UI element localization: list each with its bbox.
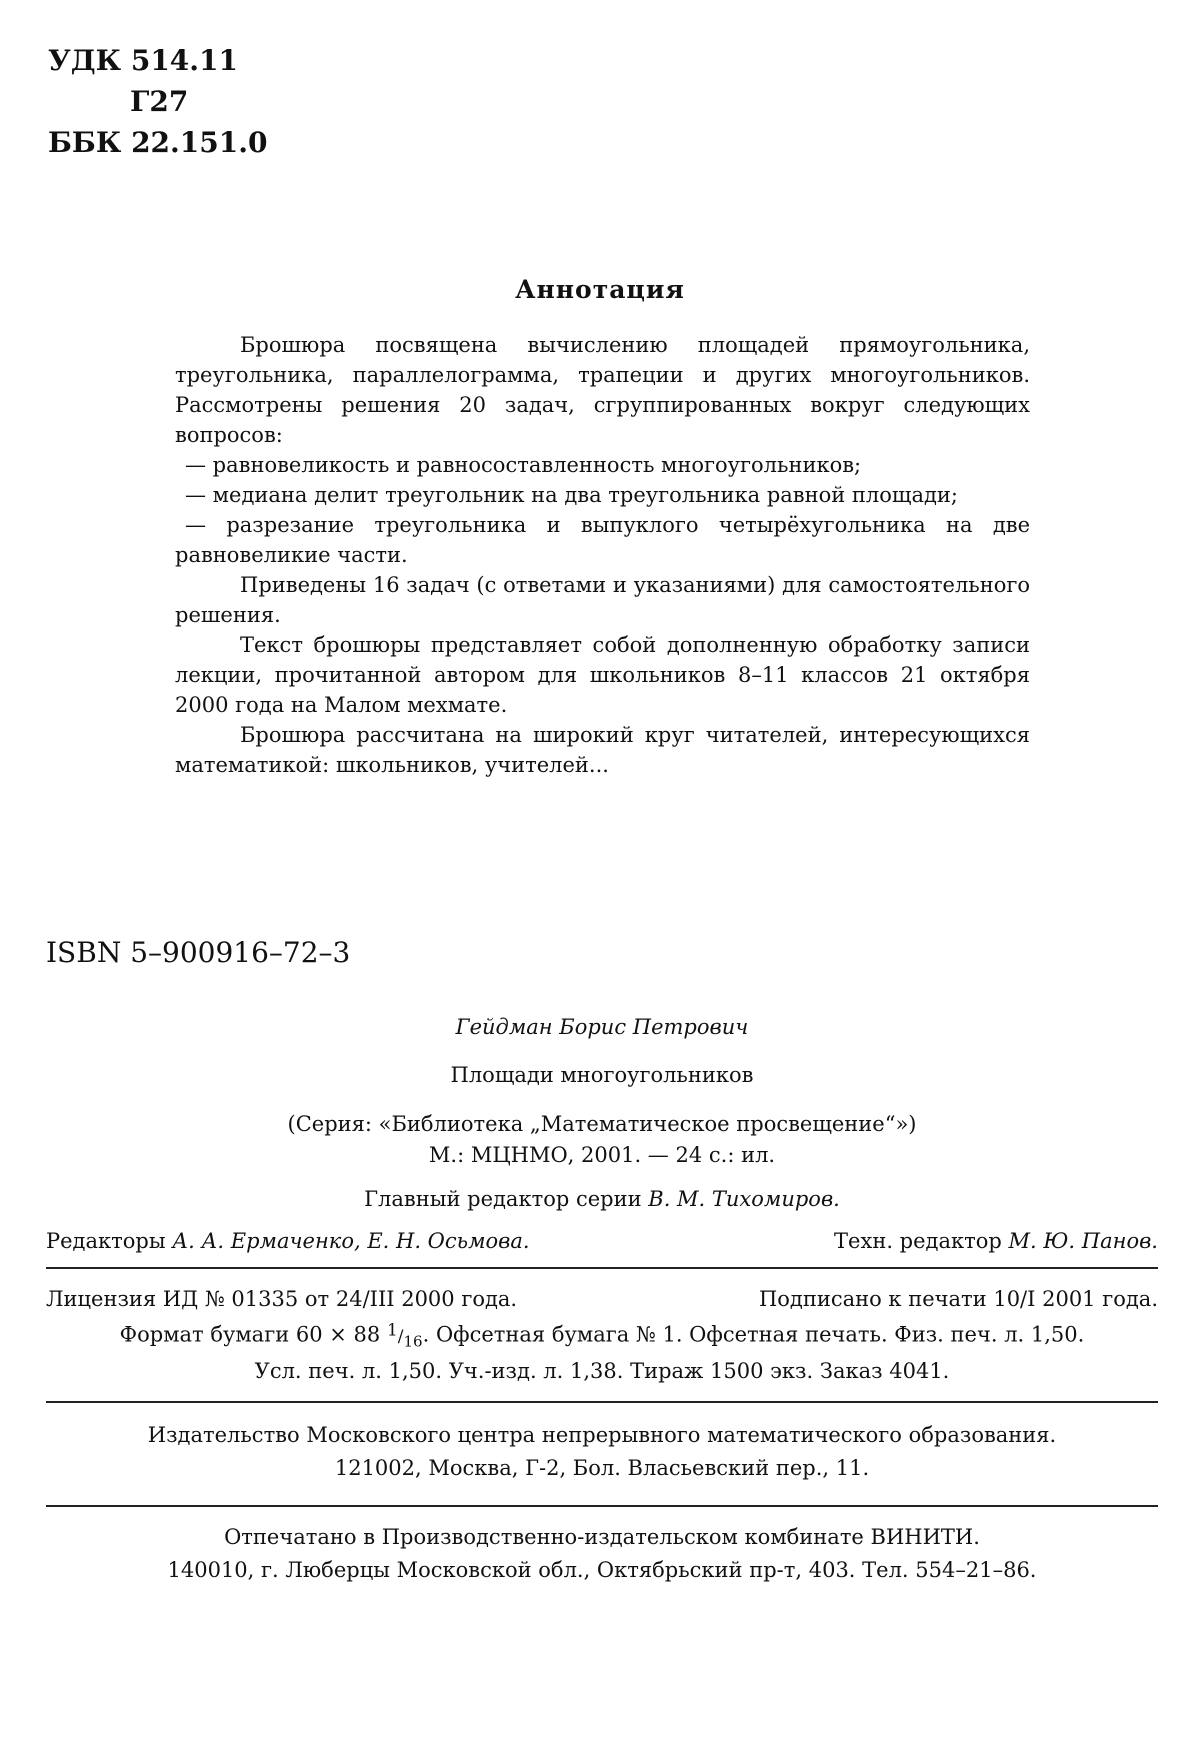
printer-address: 140010, г. Люберцы Московской обл., Октябрьский пр-т, 403. Тел. 554–21–86. <box>167 1558 1037 1583</box>
license-row <box>46 1287 1158 1311</box>
annotation-item: — разрезание треугольника и выпуклого четырёхугольника на две равновеликие части. <box>175 513 1030 567</box>
bbk-code: ББК 22.151.0 <box>48 126 268 159</box>
printer-info <box>46 1521 1158 1587</box>
publisher-name: Издательство Московского центра непрерывного математического образования. <box>147 1423 1057 1448</box>
book-title: Площади многоугольников <box>450 1063 754 1087</box>
tech-editor-name: М. Ю. Панов. <box>1008 1229 1158 1253</box>
publication-line: М.: МЦНМО, 2001. — 24 с.: ил. <box>428 1143 776 1167</box>
signed-date: Подписано к печати 10/I 2001 года. <box>758 1287 1158 1311</box>
annotation-item: — равновеликость и равносоставленность многоугольников; <box>185 453 862 477</box>
annotation-paragraph: Брошюра рассчитана на широкий круг читателей, интересующихся математикой: школьников, учителей... <box>175 723 1030 777</box>
author-mark: Г27 <box>130 85 189 118</box>
format-suffix: . Офсетная бумага № 1. Офсетная печать. Физ. печ. л. 1,50. <box>422 1322 1085 1347</box>
format-fraction: $^1/_{16}$ <box>386 1320 423 1351</box>
imprint-block <box>46 1015 1158 1587</box>
editors <box>46 1229 530 1253</box>
license: Лицензия ИД № 01335 от 24/III 2000 года. <box>46 1287 518 1311</box>
printer-name: Отпечатано в Производственно-издательском комбинате ВИНИТИ. <box>224 1525 980 1550</box>
chief-editor-name: В. М. Тихомиров. <box>648 1187 840 1211</box>
divider <box>46 1401 1158 1403</box>
chief-editor-label: Главный редактор серии <box>364 1187 642 1211</box>
annotation-title: Аннотация <box>515 275 685 304</box>
annotation-paragraph: Текст брошюры представляет собой дополненную обработку записи лекции, прочитанной автором для школьников 8–11 классов 21 октября 2000 года на Малом мехмате. <box>175 633 1030 717</box>
series-line: (Серия: «Библиотека „Математическое просвещение“») <box>287 1112 917 1136</box>
fraction-numerator: 1 <box>386 1320 398 1340</box>
udk-code: УДК 514.11 <box>48 44 238 77</box>
annotation-intro: Брошюра посвящена вычислению площадей прямоугольника, треугольника, параллелограмма, трапеции и других многоугольников. Рассмотрены решения 20 задач, сгруппированных вокруг следующих вопросов: <box>175 333 1030 447</box>
editors-label: Редакторы <box>46 1229 166 1253</box>
print-info: Усл. печ. л. 1,50. Уч.-изд. л. 1,38. Тираж 1500 экз. Заказ 4041. <box>254 1359 950 1384</box>
format-line <box>46 1315 1158 1356</box>
catalog-codes <box>48 40 267 163</box>
annotation-item: — медиана делит треугольник на два треугольника равной площади; <box>185 483 958 507</box>
annotation-paragraph: Приведены 16 задач (с ответами и указаниями) для самостоятельного решения. <box>175 573 1030 627</box>
divider <box>46 1267 1158 1269</box>
divider <box>46 1505 1158 1507</box>
editors-row <box>46 1229 1158 1253</box>
isbn: ISBN 5–900916–72–3 <box>46 936 351 969</box>
editors-names: А. А. Ермаченко, Е. Н. Осьмова. <box>172 1229 530 1253</box>
publisher-address: 121002, Москва, Г-2, Бол. Власьевский пер., 11. <box>334 1456 870 1481</box>
tech-editor <box>834 1229 1158 1253</box>
fraction-denominator: 16 <box>403 1332 423 1351</box>
annotation-body <box>175 330 1030 780</box>
format-prefix: Формат бумаги 60 × 88 <box>119 1322 381 1347</box>
author-name: Гейдман Борис Петрович <box>455 1015 749 1039</box>
tech-editor-label: Техн. редактор <box>834 1229 1002 1253</box>
publisher-info <box>46 1419 1158 1485</box>
chief-editor <box>46 1187 1158 1211</box>
